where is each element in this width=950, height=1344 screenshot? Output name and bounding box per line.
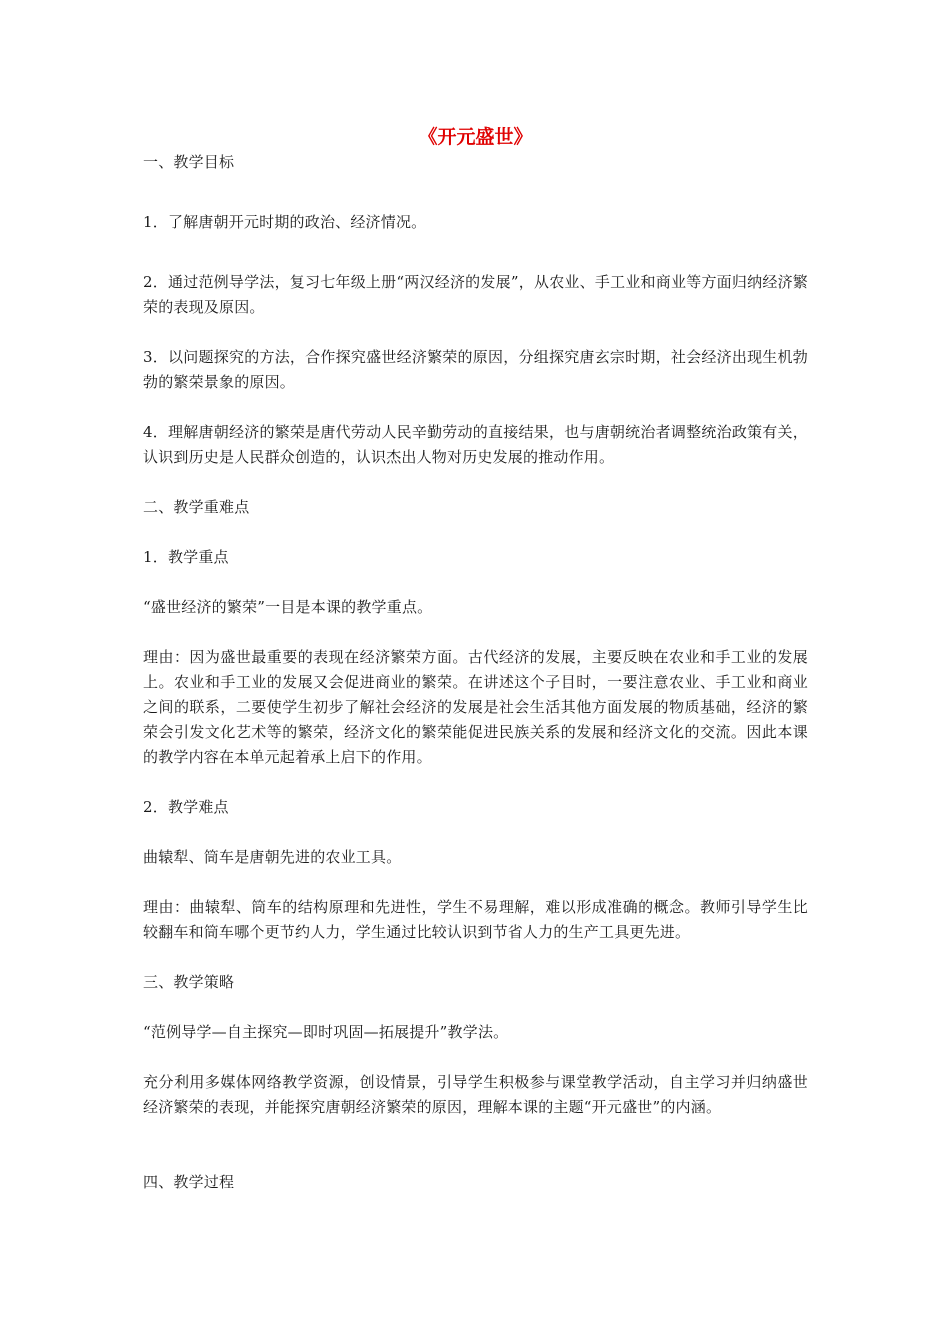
objective-item-2: 2．通过范例导学法，复习七年级上册“两汉经济的发展”，从农业、手工业和商业等方面归纳经济繁荣的表现及原因。 (143, 273, 808, 316)
objective-item-3: 3．以问题探究的方法，合作探究盛世经济繁荣的原因，分组探究唐玄宗时期，社会经济出现生机勃勃的繁荣景象的原因。 (143, 348, 808, 391)
difficulty-reason: 理由：曲辕犁、筒车的结构原理和先进性，学生不易理解，难以形成准确的概念。教师引导学生比较翻车和筒车哪个更节约人力，学生通过比较认识到节省人力的生产工具更先进。 (143, 898, 808, 941)
strategy-description: 充分利用多媒体网络教学资源，创设情景，引导学生积极参与课堂教学活动，自主学习并归纳盛世经济繁荣的表现，并能探究唐朝经济繁荣的原因，理解本课的主题“开元盛世”的内涵。 (143, 1073, 808, 1116)
objective-item-1: 1．了解唐朝开元时期的政治、经济情况。 (143, 213, 427, 231)
strategy-method: “范例导学—自主探究—即时巩固—拓展提升”教学法。 (143, 1023, 509, 1041)
difficulty-statement: 曲辕犁、筒车是唐朝先进的农业工具。 (143, 848, 402, 866)
section-heading-objectives: 一、教学目标 (143, 153, 235, 171)
objective-item-4: 4．理解唐朝经济的繁荣是唐代劳动人民辛勤劳动的直接结果，也与唐朝统治者调整统治政策有关，认识到历史是人民群众创造的，认识杰出人物对历史发展的推动作用。 (143, 423, 808, 466)
section-heading-key-points: 二、教学重难点 (143, 498, 250, 516)
focus-reason: 理由：因为盛世最重要的表现在经济繁荣方面。古代经济的发展，主要反映在农业和手工业的发展上。农业和手工业的发展又会促进商业的繁荣。在讲述这个子目时，一要注意农业、手工业和商业之间的联系，二要使学生初步了解社会经济的发展是社会生活其他方面发展的物质基础，经济的繁荣会引发文化艺术等的繁荣，经济文化的繁荣能促进民族关系的发展和经济文化的交流。因此本课的教学内容在本单元起着承上启下的作用。 (143, 648, 808, 766)
subheading-focus: 1．教学重点 (143, 548, 229, 566)
section-heading-process: 四、教学过程 (143, 1173, 235, 1191)
subheading-difficulty: 2．教学难点 (143, 798, 229, 816)
section-heading-strategy: 三、教学策略 (143, 973, 235, 991)
focus-statement: “盛世经济的繁荣”一目是本课的教学重点。 (143, 598, 433, 616)
document-title: 《开元盛世》 (418, 126, 533, 148)
